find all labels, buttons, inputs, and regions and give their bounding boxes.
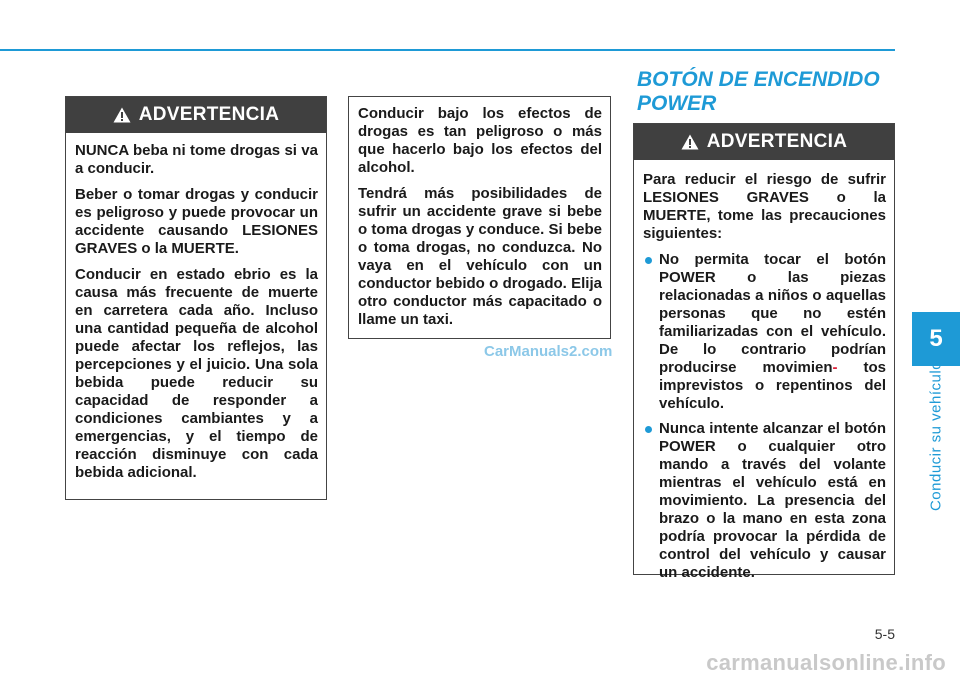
warning-paragraph: Tendrá más posibilidades de sufrir un accidente grave si bebe o toma drogas y conduce. Si bebe o toma drogas, no conduzca. No vaya en el vehículo con un conductor bebido o drogado. Elija otro conductor más capacitado o llame un taxi. — [358, 185, 602, 328]
warning-body — [66, 133, 326, 490]
warning-paragraph: NUNCA beba ni tome drogas si va a conducir. — [75, 142, 318, 177]
warning-list — [643, 251, 886, 582]
warning-header — [66, 97, 326, 133]
warning-triangle-icon — [113, 107, 131, 123]
warning-header — [634, 124, 894, 160]
warning-paragraph: Conducir bajo los efectos de drogas es tan peligroso o más que hacerlo bajo los efectos del alcohol. — [358, 105, 602, 176]
chapter-title: Conducir su vehículo — [927, 360, 945, 512]
footer-watermark: carmanualsonline.info — [706, 650, 946, 675]
warning-header-label: ADVERTENCIA — [706, 131, 848, 152]
chapter-tab: 5 — [912, 312, 960, 366]
warning-intro: Para reducir el riesgo de sufrir LESIONES GRAVES o la MUERTE, tome las precauciones siguientes: — [643, 171, 886, 242]
top-rule — [0, 49, 895, 51]
warning-box-alcohol — [65, 96, 327, 500]
warning-bullet: Nunca intente alcanzar el botón POWER o cualquier otro mando a través del volante mientras el vehículo está en movimiento. La presencia del brazo o la mano en esta zona podría provocar la pérdida de control del vehículo y causar un accidente. — [643, 420, 886, 582]
warning-paragraph: Conducir en estado ebrio es la causa más frecuente de muerte en carretera cada año. Incluso una cantidad pequeña de alcohol puede afectar los reflejos, las percepciones y el juicio. Una sola bebida puede reducir su capacidad de responder a condiciones cambiantes y a emergencias, y el tiempo de reacción disminuye con cada bebida adicional. — [75, 266, 318, 481]
section-title — [637, 68, 880, 116]
warning-bullet — [643, 251, 886, 413]
watermark: CarManuals2.com — [484, 343, 613, 360]
warning-bullet-text: tos imprevistos o repentinos del vehículo. — [659, 359, 886, 412]
hyphen-mark: - — [832, 359, 838, 376]
warning-box-drugs — [348, 96, 611, 339]
section-title-line-1: BOTÓN DE ENCENDIDO — [637, 68, 880, 91]
warning-body — [349, 97, 610, 337]
section-title-line-2: POWER — [637, 92, 717, 115]
warning-box-power-button — [633, 123, 895, 581]
warning-paragraph: Beber o tomar drogas y conducir es peligroso y puede provocar un accidente causando LESIONES GRAVES o la MUERTE. — [75, 186, 318, 257]
warning-header-label: ADVERTENCIA — [138, 104, 280, 125]
warning-triangle-icon — [681, 134, 699, 150]
page-number: 5-5 — [874, 626, 895, 642]
warning-bullet-text: No permita tocar el botón POWER o las piezas relacionadas a niños o aquellas personas que no estén familiarizadas con el vehículo. De lo contrario podrían producirse movimien — [659, 251, 886, 376]
warning-body — [634, 160, 894, 597]
